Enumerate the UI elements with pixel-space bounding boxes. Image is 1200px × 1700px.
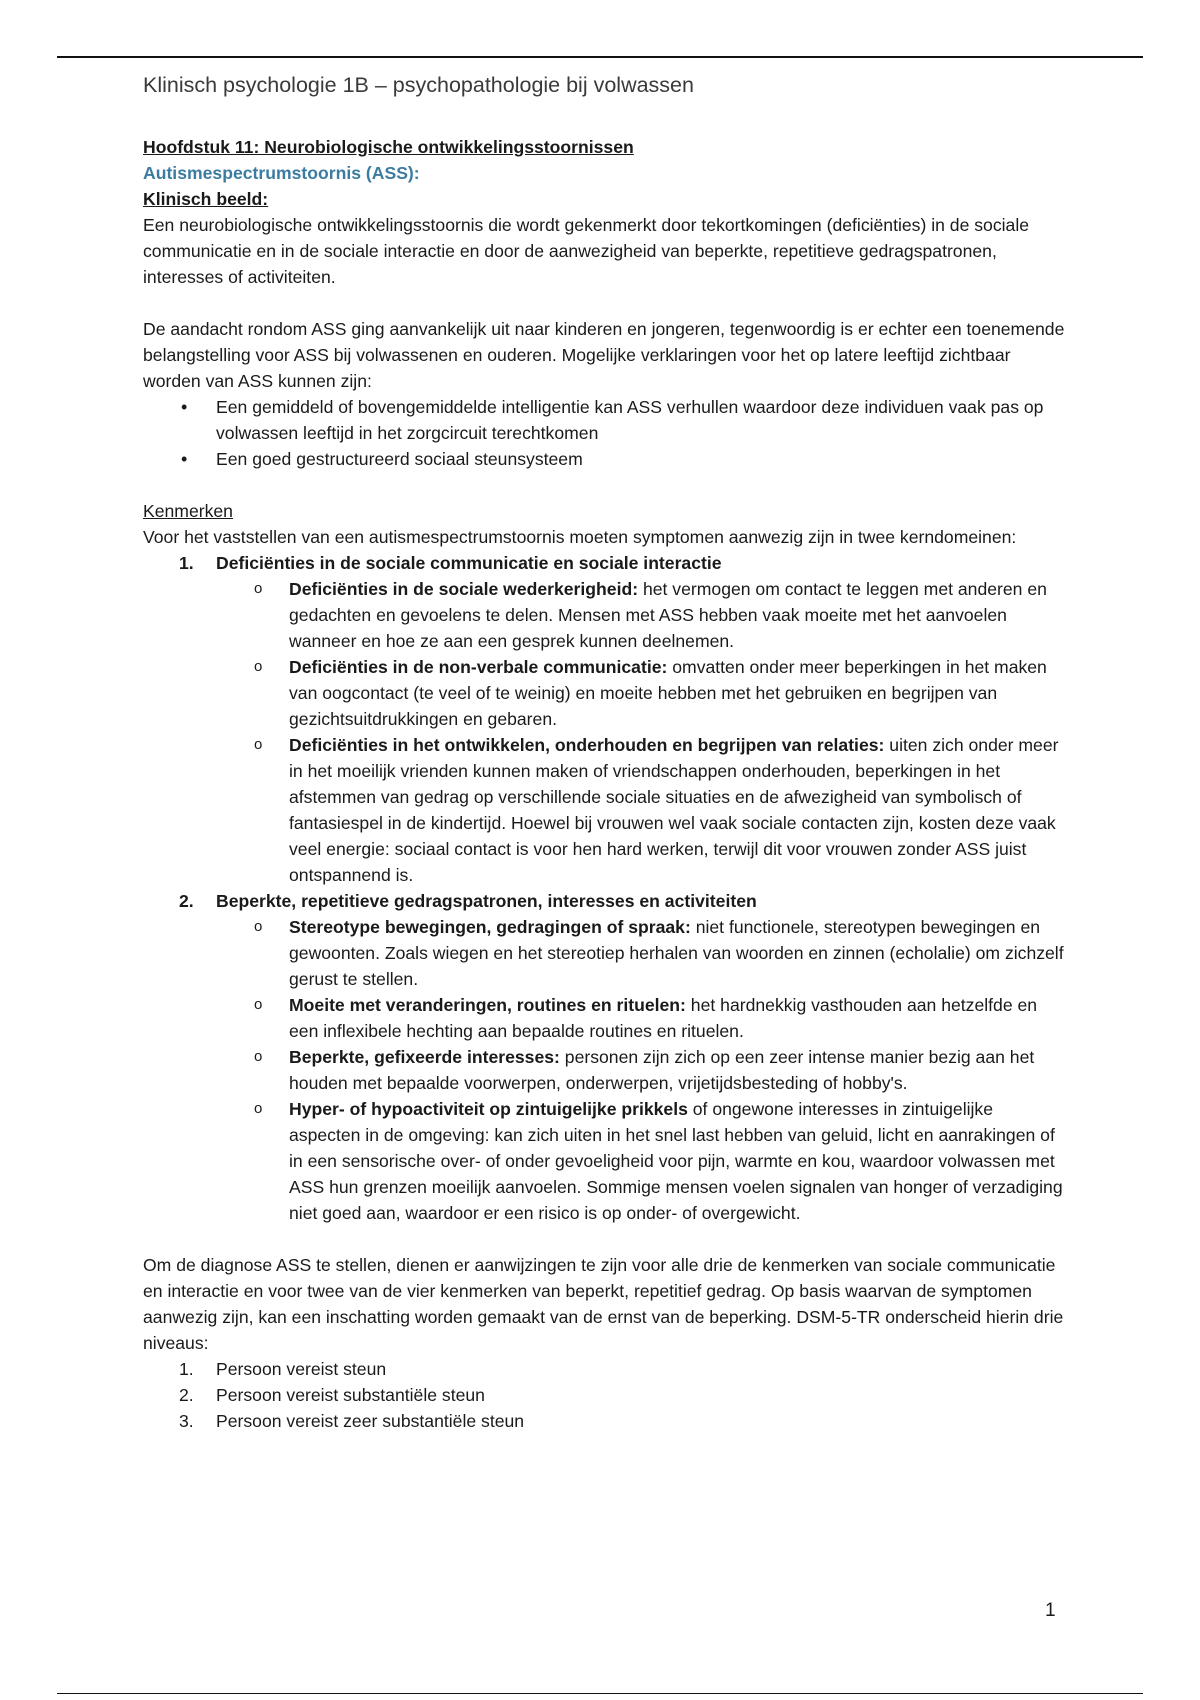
page-number: 1: [1045, 1600, 1056, 1621]
list-item: o Beperkte, gefixeerde interesses: personen zijn zich op een zeer intense manier bezig aan het houden met bepaalde voorwerpen, onderwerpen, vrijetijdsbesteding of hobby's.: [216, 1044, 1068, 1096]
diagnosis-paragraph: Om de diagnose ASS te stellen, dienen er aanwijzingen te zijn voor alle drie de kenmerken van sociale communicatie en interactie en voor twee van de vier kenmerken van beperkt, repetitief gedrag. Op basis waarvan de symptomen aanwezig zijn, kan een inschatting worden gemaakt van de ernst van de beperking. DSM-5-TR onderscheid hierin drie niveaus:: [143, 1255, 1064, 1353]
list-item: o Stereotype bewegingen, gedragingen of spraak: niet functionele, stereotypen bewegingen en gewoonten. Zoals wiegen en het stereotiep herhalen van woorden en zinnen (echolalie) om zichzelf gerust te stellen.: [216, 914, 1068, 992]
circle-bullet-icon: o: [254, 1100, 263, 1117]
domain-number: 2.: [179, 891, 194, 911]
list-item: • Een gemiddeld of bovengemiddelde intelligentie kan ASS verhullen waardoor deze individuen vaak pas op volwassen leeftijd in het zorgcircuit terechtkomen: [143, 394, 1068, 446]
domain-title: Beperkte, repetitieve gedragspatronen, interesses en activiteiten: [216, 891, 757, 911]
features-heading: Kenmerken: [143, 501, 233, 521]
document-header: Klinisch psychologie 1B – psychopathologie bij volwassen: [143, 73, 694, 97]
circle-bullet-icon: o: [254, 918, 263, 935]
domains-list: [143, 550, 1068, 1226]
circle-bullet-icon: o: [254, 580, 263, 597]
list-item: o Moeite met veranderingen, routines en rituelen: het hardnekkig vasthouden aan hetzelfde en een inflexibele hechting aan bepaalde routines en rituelen.: [216, 992, 1068, 1044]
subject-title: Autismespectrumstoornis (ASS):: [143, 163, 420, 183]
explanations-list: [143, 394, 1068, 472]
circle-bullet-icon: o: [254, 996, 263, 1013]
domain-criteria: [216, 576, 1068, 888]
severity-levels: [143, 1356, 1068, 1434]
list-item: o Deficiënties in de sociale wederkerigheid: het vermogen om contact te leggen met anderen en gedachten en gevoelens te delen. Mensen met ASS hebben vaak moeite met het aanvoelen wanneer en hoe ze aan een gesprek kunnen deelnemen.: [216, 576, 1068, 654]
list-item: • Een goed gestructureerd sociaal steunsysteem: [143, 446, 1068, 472]
intro-paragraph: Een neurobiologische ontwikkelingsstoornis die wordt gekenmerkt door tekortkomingen (deficiënties) in de sociale communicatie en in de sociale interactie en door de aanwezigheid van beperkte, repetitieve gedragspatronen, interesses of activiteiten.: [143, 215, 1030, 287]
circle-bullet-icon: o: [254, 658, 263, 675]
list-item: 1. Persoon vereist steun: [179, 1359, 387, 1379]
domain-criteria: [216, 914, 1068, 1226]
list-item: 3. Persoon vereist zeer substantiële steun: [179, 1411, 525, 1431]
domain-item: [143, 550, 1068, 888]
bottom-rule: [57, 1693, 1143, 1694]
circle-bullet-icon: o: [254, 736, 263, 753]
clinical-heading: Klinisch beeld:: [143, 189, 269, 209]
circle-bullet-icon: o: [254, 1048, 263, 1065]
features-intro: Voor het vaststellen van een autismespectrumstoornis moeten symptomen aanwezig zijn in twee kerndomeinen:: [143, 527, 1017, 547]
page-content: [143, 70, 1068, 1434]
chapter-title: Hoofdstuk 11: Neurobiologische ontwikkelingsstoornissen: [143, 137, 634, 157]
domain-title: Deficiënties in de sociale communicatie en sociale interactie: [216, 553, 722, 573]
list-item: o Deficiënties in de non-verbale communicatie: omvatten onder meer beperkingen in het maken van oogcontact (te veel of te weinig) en moeite hebben met het gebruiken en begrijpen van gezichtsuitdrukkingen en gebaren.: [216, 654, 1068, 732]
list-item: o Deficiënties in het ontwikkelen, onderhouden en begrijpen van relaties: uiten zich onder meer in het moeilijk vrienden kunnen maken of vriendschappen onderhouden, beperkingen in het afstemmen van gedrag op verschillende sociale situaties en de afwezigheid van symbolisch of fantasiespel in de kindertijd. Hoewel bij vrouwen wel vaak sociale contacten zijn, kosten deze vaak veel energie: sociaal contact is voor hen hard werken, terwijl dit voor vrouwen zonder ASS juist ontspannend is.: [216, 732, 1068, 888]
domain-number: 1.: [179, 553, 194, 573]
list-item: 2. Persoon vereist substantiële steun: [179, 1385, 485, 1405]
attention-paragraph: De aandacht rondom ASS ging aanvankelijk uit naar kinderen en jongeren, tegenwoordig is er echter een toenemende belangstelling voor ASS bij volwassenen en ouderen. Mogelijke verklaringen voor het op latere leeftijd zichtbaar worden van ASS kunnen zijn:: [143, 319, 1065, 391]
top-rule: [57, 56, 1143, 58]
list-item: o Hyper- of hypoactiviteit op zintuigelijke prikkels of ongewone interesses in zintuigelijke aspecten in de omgeving: kan zich uiten in het snel last hebben van geluid, licht en aanrakingen of in een sensorische over- of onder gevoeligheid voor pijn, warmte en kou, waardoor volwassen met ASS hun grenzen moeilijk aanvoelen. Sommige mensen voelen signalen van honger of verzadiging niet goed aan, waardoor er een risico is op onder- of overgewicht.: [216, 1096, 1068, 1226]
domain-item: [143, 888, 1068, 1226]
